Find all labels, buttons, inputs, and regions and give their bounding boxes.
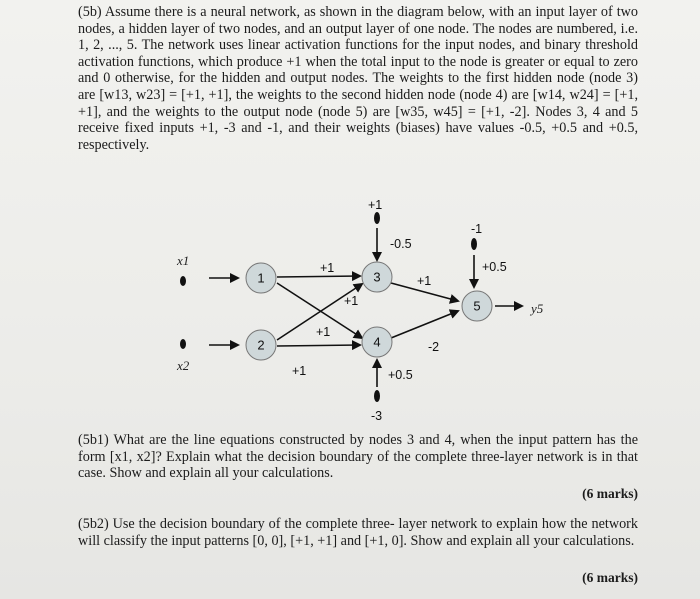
- weight-w13-label: +1: [320, 261, 335, 275]
- svg-text:5: 5: [473, 298, 481, 314]
- bias-node5-label: +0.5: [482, 260, 507, 274]
- weight-w35-label: +1: [417, 274, 432, 288]
- svg-text:2: 2: [257, 337, 265, 353]
- question-5b1-marks: (6 marks): [582, 486, 638, 501]
- fixed-input-node3-dot: [374, 212, 380, 224]
- edge-4-to-5: [391, 311, 458, 338]
- node-4: [362, 327, 392, 357]
- fixed-input-node4-dot: [374, 390, 380, 402]
- node-3: [362, 262, 392, 292]
- output-y5-label: y5: [531, 301, 544, 316]
- input-x2-label: x2: [177, 358, 190, 373]
- node-1: [246, 263, 276, 293]
- node-5: [462, 291, 492, 321]
- bias-node3-label: -0.5: [390, 237, 412, 251]
- input-x1-dot: [180, 276, 186, 286]
- question-5b1-text: (5b1) What are the line equations constructed by nodes 3 and 4, when the input pattern has the form [x1, x2]? Explain what the decision boundary of the complete three-layer network is in that case. Show and explain all your calculations.: [78, 432, 638, 482]
- weight-w45-label: -2: [428, 340, 440, 354]
- input-x1-label: x1: [177, 253, 190, 268]
- svg-text:4: 4: [373, 334, 381, 350]
- weight-w23-label: +1: [344, 294, 359, 308]
- fixed-input-node5-label: -1: [471, 222, 483, 236]
- edge-2-to-4: [277, 345, 360, 346]
- node-2: [246, 330, 276, 360]
- fixed-input-node3-label: +1: [368, 198, 383, 212]
- bias-node4-label: +0.5: [388, 368, 413, 382]
- question-5b2-text: (5b2) Use the decision boundary of the complete three- layer network to explain how the network will classify the input patterns [0, 0], [+1, +1] and [+1, 0]. Show and explain all your calculations.: [78, 516, 638, 549]
- question-5b2-marks: (6 marks): [582, 570, 638, 585]
- svg-text:1: 1: [257, 270, 265, 286]
- input-x2-dot: [180, 339, 186, 349]
- svg-text:3: 3: [373, 269, 381, 285]
- edge-1-to-3: [277, 276, 360, 277]
- weight-w14-label: +1: [316, 325, 331, 339]
- fixed-input-node5-dot: [471, 238, 477, 250]
- weight-w24-label: +1: [292, 364, 307, 378]
- question-5b-text: (5b) Assume there is a neural network, as shown in the diagram below, with an input layer of two nodes, a hidden layer of two nodes, and an output layer of one node. The nodes are numbered, i.e. 1, 2, ..., 5. The network uses linear activation functions for the input nodes, and binary threshold activation functions, which produce +1 when the total input to the node is greater or equal to zero and 0 otherwise, for the hidden and output nodes. The weights to the first hidden node (node 3) are [w13, w23] = [+1, +1], the weights to the second hidden node (node 4) are [w14, w24] = [+1, +1], and the weights to the output node (node 5) are [w35, w45] = [+1, -2]. Nodes 3, 4 and 5 receive fixed inputs +1, -3 and -1, and their weights (biases) have values -0.5, +0.5 and +0.5, respectively.: [78, 4, 638, 153]
- fixed-input-node4-label: -3: [371, 409, 383, 423]
